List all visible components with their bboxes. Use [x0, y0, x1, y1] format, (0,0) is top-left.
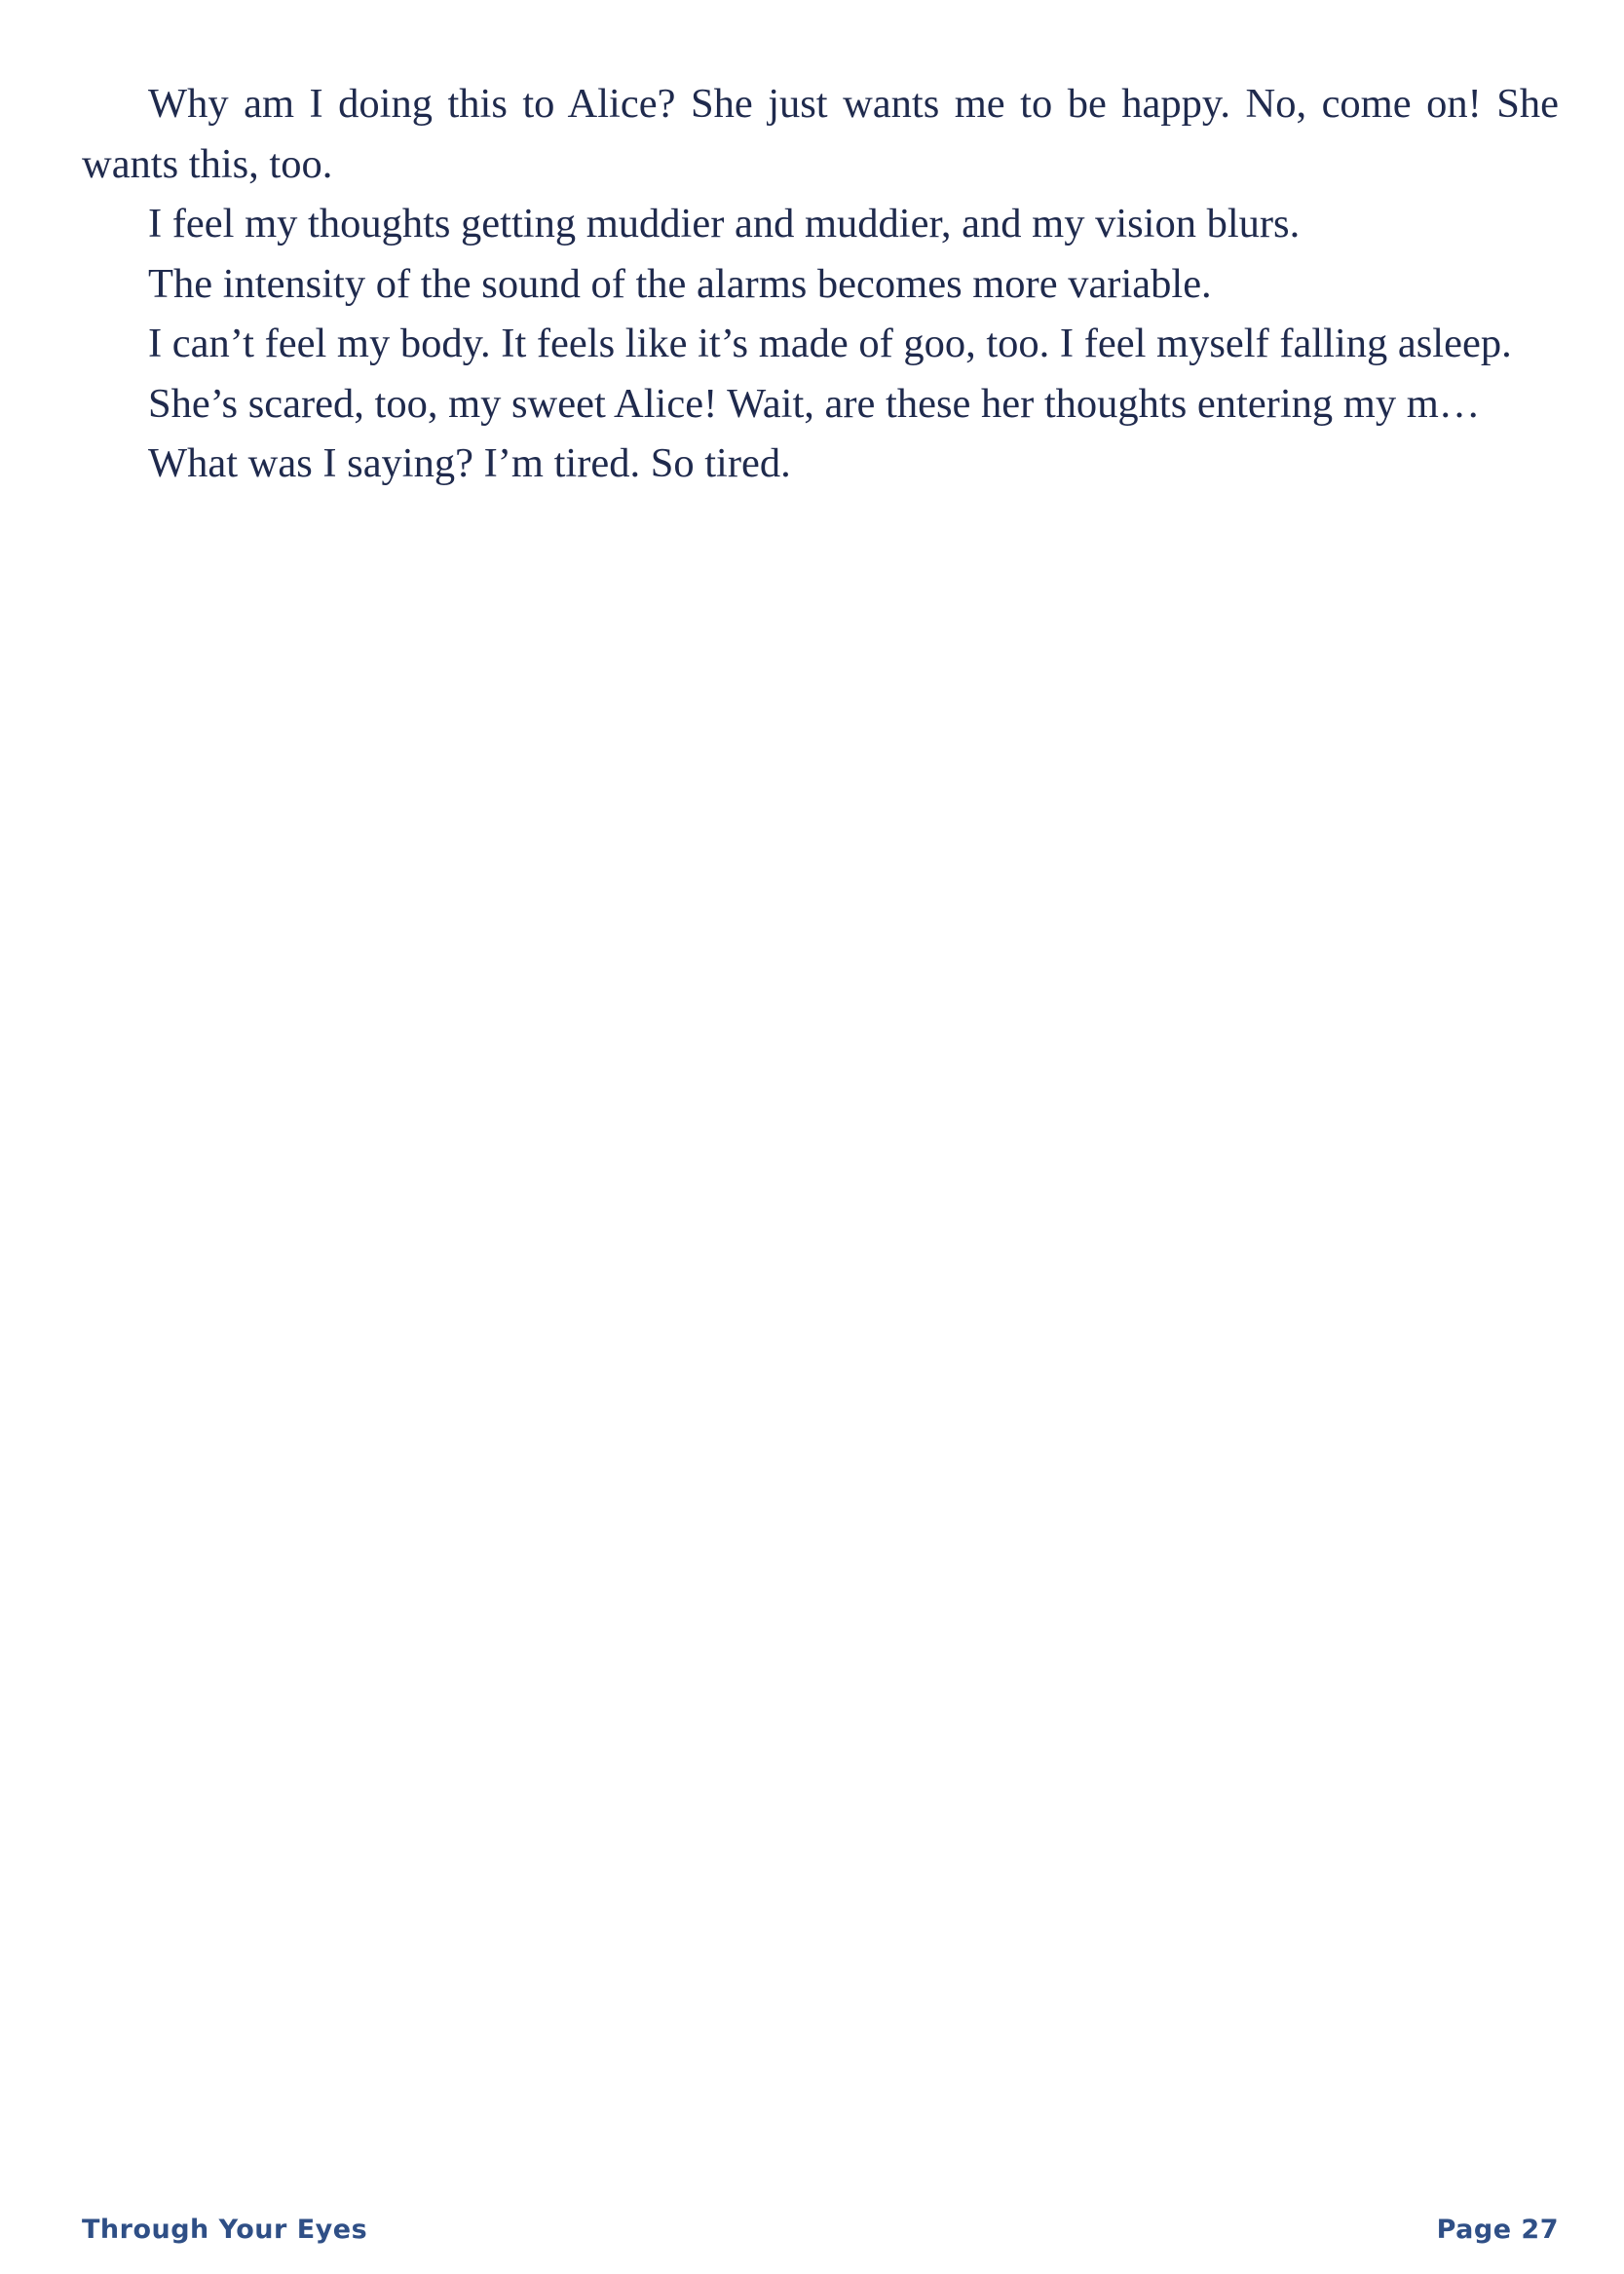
page-footer — [82, 2212, 1559, 2247]
paragraph: I feel my thoughts getting muddier and muddier, and my vision blurs. — [148, 201, 1301, 246]
paragraph: I can’t feel my body. It feels like it’s made of goo, too. I feel myself falling asleep. — [148, 321, 1512, 366]
paragraph: Why am I doing this to Alice? She just wants me to be happy. No, come on! She wants this, too. — [82, 81, 1559, 187]
body-text — [82, 74, 1559, 494]
paragraph: The intensity of the sound of the alarms becomes more variable. — [148, 260, 1212, 307]
book-title: Through Your Eyes — [82, 2214, 368, 2245]
page-number: Page 27 — [1436, 2214, 1559, 2245]
paragraph: She’s scared, too, my sweet Alice! Wait, are these her thoughts entering my m… — [148, 380, 1481, 427]
paragraph: What was I saying? I’m tired. So tired. — [148, 440, 791, 486]
